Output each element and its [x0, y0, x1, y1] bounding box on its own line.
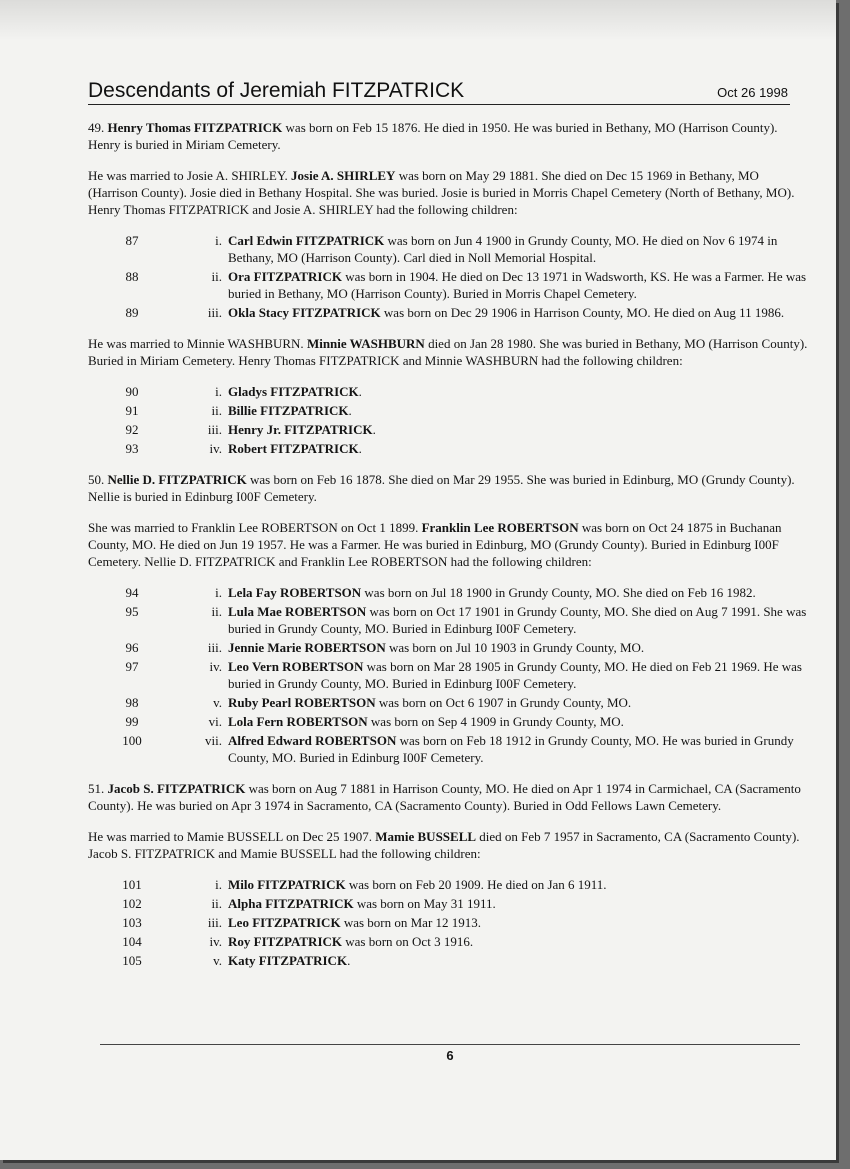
- child-roman-numeral: ii.: [211, 896, 222, 911]
- child-number: 87: [125, 233, 139, 248]
- child-row: [88, 421, 810, 438]
- child-text: [228, 732, 810, 766]
- marriage-lead: He was married to Minnie WASHBURN.: [88, 336, 307, 351]
- child-row: [88, 713, 810, 730]
- child-number: 89: [125, 305, 139, 320]
- child-number: 100: [122, 733, 142, 748]
- marriage-lead: He was married to Josie A. SHIRLEY.: [88, 168, 292, 183]
- child-row: [88, 304, 810, 321]
- child-details: was born on Feb 18 1912 in Grundy County, MO. He was buried in Grundy County, MO. Buried in Edinburg I00F Cemetery.: [228, 733, 794, 765]
- child-row: [88, 603, 810, 637]
- spouse-name: Josie A. SHIRLEY: [291, 168, 396, 183]
- entry-number: 51.: [88, 781, 105, 796]
- child-roman-numeral: i.: [215, 384, 222, 399]
- marriage-paragraph: [88, 335, 810, 369]
- child-number: 98: [125, 695, 139, 710]
- child-name: Carl Edwin FITZPATRICK: [228, 233, 385, 248]
- child-row: [88, 639, 810, 656]
- spouse-name: Minnie WASHBURN: [306, 336, 425, 351]
- child-name: Leo FITZPATRICK: [228, 915, 341, 930]
- child-name: Henry Jr. FITZPATRICK: [228, 422, 373, 437]
- child-text: [228, 952, 810, 969]
- child-roman-numeral: iv.: [209, 441, 222, 456]
- child-details: was born on Jul 10 1903 in Grundy County, MO.: [385, 640, 645, 655]
- child-name: Katy FITZPATRICK: [228, 953, 348, 968]
- child-number: 104: [122, 934, 142, 949]
- footer-divider: [100, 1044, 800, 1045]
- child-number: 99: [125, 714, 139, 729]
- report-date: Oct 26 1998: [717, 85, 788, 100]
- children-list: [88, 876, 810, 969]
- child-row: [88, 914, 810, 931]
- child-text: [228, 603, 810, 637]
- child-details: .: [348, 403, 352, 418]
- child-name: Ora FITZPATRICK: [228, 269, 342, 284]
- child-name: Jennie Marie ROBERTSON: [228, 640, 386, 655]
- child-number: 92: [125, 422, 139, 437]
- spouse-details: was born on May 29 1881. She died on Dec 15 1969 in Bethany, MO (Harrison County). Josie died in Bethany Hospital. She was buried. Josie is buried in Morris Chapel Cemetery (North of Bethany, MO). Henry Thomas FITZPATRICK and Josie A. SHIRLEY had the following children:: [88, 168, 795, 217]
- child-row: [88, 876, 810, 893]
- child-details: was born on Jul 18 1900 in Grundy County, MO. She died on Feb 16 1982.: [361, 585, 756, 600]
- children-list: [88, 232, 810, 321]
- child-name: Robert FITZPATRICK: [228, 441, 359, 456]
- child-name: Milo FITZPATRICK: [228, 877, 346, 892]
- child-row: [88, 232, 810, 266]
- person-entry: [88, 471, 810, 505]
- child-text: [228, 584, 810, 601]
- spouse-details: died on Jan 28 1980. She was buried in Bethany, MO (Harrison County). Buried in Miriam Cemetery. Henry Thomas FITZPATRICK and Minnie WASHBURN had the following children:: [88, 336, 808, 368]
- child-number: 97: [125, 659, 139, 674]
- child-name: Billie FITZPATRICK: [228, 403, 349, 418]
- child-roman-numeral: i.: [215, 233, 222, 248]
- child-details: was born on May 31 1911.: [353, 896, 496, 911]
- child-text: [228, 658, 810, 692]
- person-details: was born on Feb 16 1878. She died on Mar 29 1955. She was buried in Edinburg, MO (Grundy County). Nellie is buried in Edinburg I00F Cemetery.: [88, 472, 795, 504]
- child-number: 105: [122, 953, 142, 968]
- child-row: [88, 694, 810, 711]
- child-number: 94: [125, 585, 139, 600]
- child-number: 96: [125, 640, 139, 655]
- spouse-details: was born on Oct 24 1875 in Buchanan County, MO. He died on Jun 19 1957. He was a Farmer. He was buried in Edinburg, MO (Grundy County). Buried in Edinburg I00F Cemetery. Nellie D. FITZPATRICK and Franklin Lee ROBERTSON had the following children:: [88, 520, 782, 569]
- child-details: .: [372, 422, 376, 437]
- child-text: [228, 639, 810, 656]
- child-text: [228, 876, 810, 893]
- marriage-lead: He was married to Mamie BUSSELL on Dec 25 1907.: [88, 829, 376, 844]
- child-number: 95: [125, 604, 139, 619]
- child-details: .: [347, 953, 351, 968]
- child-details: was born on Jun 4 1900 in Grundy County, MO. He died on Nov 6 1974 in Bethany, MO (Harrison County). Carl died in Noll Memorial Hospital.: [228, 233, 778, 265]
- child-roman-numeral: ii.: [211, 269, 222, 284]
- child-row: [88, 933, 810, 950]
- spouse-details: died on Feb 7 1957 in Sacramento, CA (Sacramento County). Jacob S. FITZPATRICK and Mamie BUSSELL had the following children:: [88, 829, 800, 861]
- child-row: [88, 402, 810, 419]
- spouse-name: Franklin Lee ROBERTSON: [421, 520, 579, 535]
- child-text: [228, 933, 810, 950]
- person-name: Jacob S. FITZPATRICK: [107, 781, 246, 796]
- child-row: [88, 268, 810, 302]
- child-details: .: [358, 384, 362, 399]
- child-name: Lola Fern ROBERTSON: [228, 714, 368, 729]
- child-number: 90: [125, 384, 139, 399]
- child-row: [88, 383, 810, 400]
- child-roman-numeral: iii.: [207, 915, 222, 930]
- marriage-lead: She was married to Franklin Lee ROBERTSON on Oct 1 1899.: [88, 520, 422, 535]
- child-name: Alpha FITZPATRICK: [228, 896, 354, 911]
- entry-number: 50.: [88, 472, 105, 487]
- child-details: was born on Mar 28 1905 in Grundy County, MO. He died on Feb 21 1969. He was buried in Grundy County, MO. Buried in Edinburg I00F Cemetery.: [228, 659, 802, 691]
- child-details: was born on Feb 20 1909. He died on Jan 6 1911.: [345, 877, 607, 892]
- child-name: Ruby Pearl ROBERTSON: [228, 695, 376, 710]
- child-roman-numeral: i.: [215, 877, 222, 892]
- child-details: was born on Oct 3 1916.: [342, 934, 474, 949]
- person-details: was born on Aug 7 1881 in Harrison County, MO. He died on Apr 1 1974 in Carmichael, CA (Sacramento County). He was buried on Apr 3 1974 in Sacramento, CA (Sacramento County). Buried in Odd Fellows Lawn Cemetery.: [88, 781, 801, 813]
- child-text: [228, 268, 810, 302]
- children-list: [88, 584, 810, 766]
- child-roman-numeral: iii.: [207, 640, 222, 655]
- child-roman-numeral: v.: [213, 695, 222, 710]
- child-text: [228, 895, 810, 912]
- person-name: Henry Thomas FITZPATRICK: [107, 120, 283, 135]
- spouse-name: Mamie BUSSELL: [375, 829, 477, 844]
- child-name: Okla Stacy FITZPATRICK: [228, 305, 381, 320]
- scan-top-edge: [0, 0, 836, 40]
- child-details: was born on Oct 6 1907 in Grundy County, MO.: [375, 695, 632, 710]
- person-entry: [88, 119, 810, 153]
- child-number: 102: [122, 896, 142, 911]
- marriage-paragraph: [88, 828, 810, 862]
- child-name: Gladys FITZPATRICK: [228, 384, 359, 399]
- child-roman-numeral: v.: [213, 953, 222, 968]
- child-details: was born on Oct 17 1901 in Grundy County, MO. She died on Aug 7 1991. She was buried in Grundy County, MO. Buried in Edinburg I00F Cemetery.: [228, 604, 807, 636]
- child-roman-numeral: iii.: [207, 422, 222, 437]
- marriage-paragraph: [88, 519, 810, 570]
- child-roman-numeral: iv.: [209, 934, 222, 949]
- child-number: 103: [122, 915, 142, 930]
- child-number: 91: [125, 403, 139, 418]
- child-roman-numeral: ii.: [211, 403, 222, 418]
- child-number: 93: [125, 441, 139, 456]
- child-name: Roy FITZPATRICK: [228, 934, 342, 949]
- child-row: [88, 952, 810, 969]
- marriage-paragraph: [88, 167, 810, 218]
- child-roman-numeral: iii.: [207, 305, 222, 320]
- child-number: 88: [125, 269, 139, 284]
- child-name: Alfred Edward ROBERTSON: [228, 733, 397, 748]
- child-text: [228, 914, 810, 931]
- person-name: Nellie D. FITZPATRICK: [107, 472, 247, 487]
- person-entry: [88, 780, 810, 814]
- person-details: was born on Feb 15 1876. He died in 1950. He was buried in Bethany, MO (Harrison County). Henry is buried in Miriam Cemetery.: [88, 120, 778, 152]
- child-number: 101: [122, 877, 142, 892]
- child-row: [88, 732, 810, 766]
- child-row: [88, 440, 810, 457]
- child-text: [228, 694, 810, 711]
- child-row: [88, 584, 810, 601]
- child-name: Lela Fay ROBERTSON: [228, 585, 362, 600]
- page-number: 6: [446, 1048, 454, 1063]
- page-title: Descendants of Jeremiah FITZPATRICK: [88, 79, 465, 102]
- child-name: Leo Vern ROBERTSON: [228, 659, 364, 674]
- child-text: [228, 383, 810, 400]
- child-text: [228, 440, 810, 457]
- child-details: was born on Dec 29 1906 in Harrison County, MO. He died on Aug 11 1986.: [380, 305, 785, 320]
- child-details: .: [358, 441, 362, 456]
- child-roman-numeral: vi.: [208, 714, 222, 729]
- child-roman-numeral: vii.: [205, 733, 222, 748]
- genealogy-content: [88, 119, 810, 983]
- child-text: [228, 402, 810, 419]
- child-roman-numeral: ii.: [211, 604, 222, 619]
- child-text: [228, 304, 810, 321]
- child-roman-numeral: i.: [215, 585, 222, 600]
- page-header: [88, 76, 790, 105]
- child-roman-numeral: iv.: [209, 659, 222, 674]
- child-details: was born on Mar 12 1913.: [340, 915, 482, 930]
- children-list: [88, 383, 810, 457]
- child-row: [88, 895, 810, 912]
- child-details: was born in 1904. He died on Dec 13 1971 in Wadsworth, KS. He was a Farmer. He was buried in Bethany, MO (Harrison County). Buried in Morris Chapel Cemetery.: [228, 269, 807, 301]
- child-text: [228, 421, 810, 438]
- entry-number: 49.: [88, 120, 105, 135]
- child-name: Lula Mae ROBERTSON: [228, 604, 367, 619]
- child-text: [228, 232, 810, 266]
- child-details: was born on Sep 4 1909 in Grundy County, MO.: [367, 714, 624, 729]
- child-text: [228, 713, 810, 730]
- child-row: [88, 658, 810, 692]
